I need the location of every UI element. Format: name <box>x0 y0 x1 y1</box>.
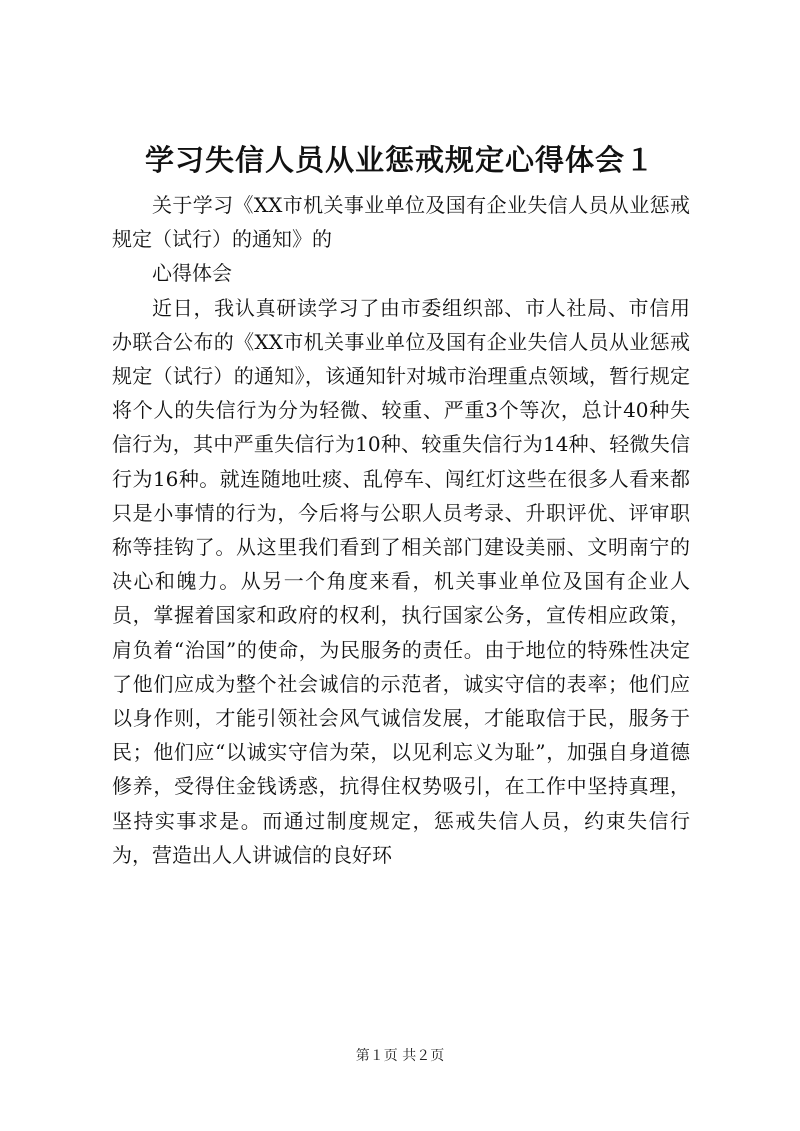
paragraph-intro: 关于学习《XX市机关事业单位及国有企业失信人员从业惩戒规定（试行）的通知》的 <box>112 193 690 252</box>
paragraph-subtitle: 心得体会 <box>152 261 232 286</box>
page-footer: 第１页 共２页 <box>355 1048 445 1064</box>
document-title: 学习失信人员从业惩戒规定心得体会１ <box>144 143 655 177</box>
paragraph-main: 近日，我认真研读学习了由市委组织部、市人社局、市信用办联合公布的《XX市机关事业单位及国有企业失信人员从业惩戒规定（试行）的通知》，该通知针对城市治理重点领域，暂行规定将个人的失信行为分为轻微、较重、严重3个等次，总计40种失信行为，其中严重失信行为10种、较重失信行为14种、轻微失信行为16种。就连随地吐痰、乱停车、闯红灯这些在很多人看来都只是小事情的行为，今后将与公职人员考录、升职评优、评审职称等挂钩了。从这里我们看到了相关部门建设美丽、文明南宁的决心和魄力。从另一个角度来看，机关事业单位及国有企业人员，掌握着国家和政府的权利，执行国家公务，宣传相应政策，肩负着“治国”的使命，为民服务的责任。由于地位的特殊性决定了他们应成为整个社会诚信的示范者，诚实守信的表率；他们应以身作则，才能引领社会风气诚信发展，才能取信于民，服务于民；他们应“以诚实守信为荣，以见利忘义为耻”，加强自身道德修养，受得住金钱诱惑，抗得住权势吸引，在工作中坚持真理，坚持实事求是。而通过制度规定，惩戒失信人员，约束失信行为，营造出人人讲诚信的良好环 <box>112 295 690 867</box>
document-body <box>112 188 690 872</box>
